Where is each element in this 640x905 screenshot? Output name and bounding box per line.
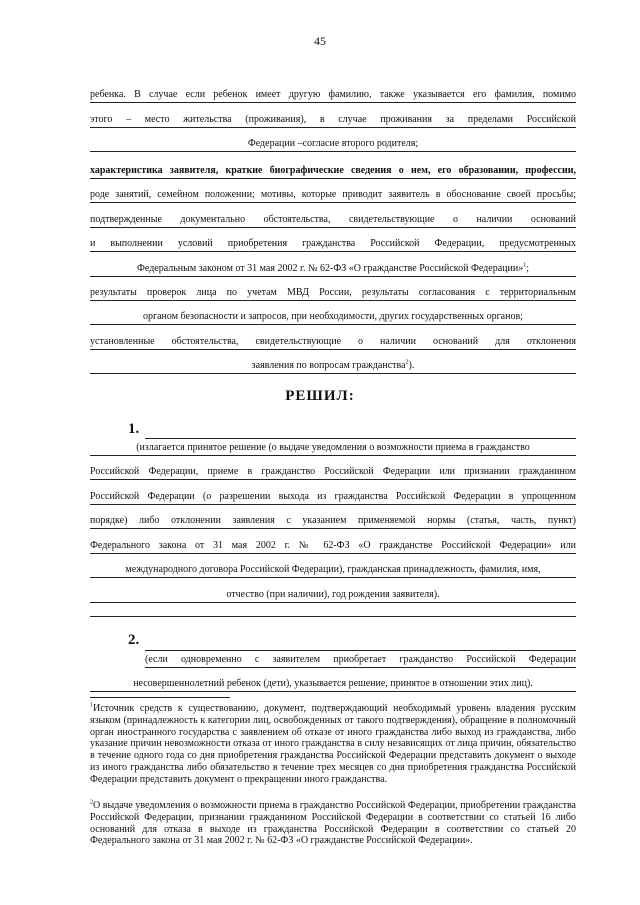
text-line: ребенка. В случае если ребенок имеет другую фамилию, также указывается его фамилия, помимо: [90, 88, 576, 103]
text-line: Российской Федерации (о разрешении выхода из гражданства Российской Федерации в упрощенном: [90, 490, 576, 505]
text-line: Федерального закона от 31 мая 2002 г. № 62-ФЗ «О гражданстве Российской Федерации» или: [90, 539, 576, 554]
footnote-ref: 2: [405, 359, 409, 366]
text-line-content: Федеральным законом от 31 мая 2002 г. № 62-ФЗ «О гражданстве Российской Федерации»: [137, 263, 524, 274]
text-line: [90, 262, 576, 277]
text-line: подтвержденные документально обстоятельства, свидетельствующие о наличии оснований: [90, 213, 576, 228]
fill-line: [90, 616, 576, 617]
text-line: Федерации –согласие второго родителя;: [90, 137, 576, 152]
footnote-2: [90, 800, 576, 847]
footnote-1: [90, 703, 576, 786]
footnote-ref: 1: [523, 262, 527, 269]
footnote-mark: 2: [90, 799, 93, 806]
text-line: Российской Федерации, приеме в гражданство Российской Федерации или признании гражданином: [90, 465, 576, 480]
text-line: этого – место жительства (проживания), в случае проживания за пределами Российской: [90, 113, 576, 128]
footnote-text: О выдаче уведомления о возможности приема в гражданство Российской Федерации, приобретении гражданства Российской Федерации, признании гражданином Российской Федерации в соответствии со статьей 16 либо оснований для отказа в выходе из гражданства Российской Федерации в соответствии со статьей 20 Федерального закона от 31 мая 2002 г. № 62-ФЗ «О гражданстве Российской Федерации».: [90, 800, 576, 847]
text-line-tail: ).: [408, 360, 415, 371]
footnote-text: Источник средств к существованию, документ, подтверждающий необходимый уровень владения русским языком (принадлежность к категории лиц, освобожденных от такого подтверждения), обращение в полномочный орган иностранного государства с заявлением об отказе от иного гражданства либо выход из гражданства, либо указание причин невозможности отказа от иного гражданства в силу независящих от лица причин, обязательство в течение одного года со дня приобретения гражданства Российской Федерации представить документ о выходе из иного гражданства либо обязательство в течение трех месяцев со дня приобретения гражданства Российской Федерации представить документ о прекращении иного гражданства.: [90, 703, 576, 785]
fill-line: [145, 650, 576, 651]
text-line: порядке) либо отклонении заявления с указанием применяемой нормы (статья, часть, пункт): [90, 514, 576, 529]
item-number: 2.: [128, 632, 140, 648]
text-line: характеристика заявителя, краткие биографические сведения о нем, его образовании, профессии,: [90, 164, 576, 179]
page-number: 45: [314, 34, 326, 48]
fill-line: [145, 438, 576, 439]
text-line: (излагается принятое решение (о выдаче уведомления о возможности приема в гражданство: [90, 441, 576, 456]
decision-heading: РЕШИЛ:: [285, 388, 355, 404]
text-line: установленные обстоятельства, свидетельствующие о наличии оснований для отклонения: [90, 335, 576, 350]
footnote-separator: [90, 697, 230, 698]
text-line: [90, 359, 576, 374]
text-line: роде занятий, семейном положении; мотивы, которые приводит заявитель в обоснование своей просьбы;: [90, 188, 576, 203]
text-line: несовершеннолетний ребенок (дети), указывается решение, принятое в отношении этих лиц).: [90, 677, 576, 692]
item-number: 1.: [128, 421, 140, 437]
text-line: органом безопасности и запросов, при необходимости, других государственных органов;: [90, 310, 576, 325]
text-line-content: заявления по вопросам гражданства: [251, 360, 406, 371]
text-line: международного договора Российской Федерации), гражданская принадлежность, фамилия, имя,: [90, 563, 576, 578]
text-line: (если одновременно с заявителем приобретает гражданство Российской Федерации: [145, 653, 576, 668]
footnote-mark: 1: [90, 702, 93, 709]
text-line: результаты проверок лица по учетам МВД России, результаты согласования с территориальным: [90, 286, 576, 301]
text-line-tail: ;: [526, 263, 529, 274]
text-line: и выполнении условий приобретения гражданства Российской Федерации, предусмотренных: [90, 237, 576, 252]
text-line: отчество (при наличии), год рождения заявителя).: [90, 588, 576, 603]
